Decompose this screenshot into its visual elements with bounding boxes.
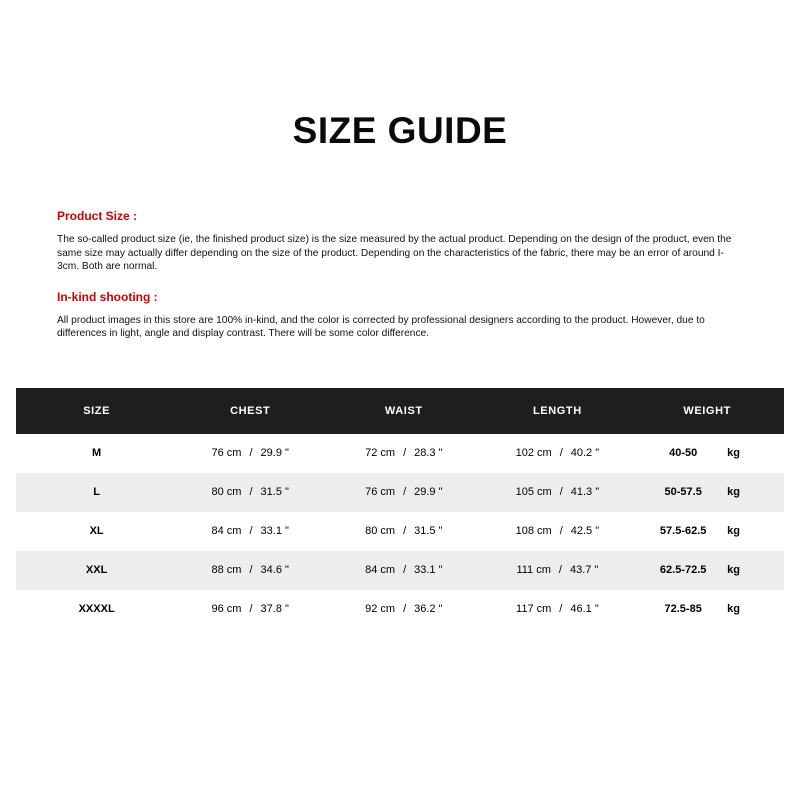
weight-unit: kg	[727, 564, 740, 576]
in-kind-shooting-body: All product images in this store are 100% in-kind, and the color is corrected by professional designers according to the product. However, due to differences in light, angle and display contrast. There will be some color difference.	[57, 314, 705, 339]
chest-inch-value: 34.6 "	[260, 564, 289, 576]
slash-separator: /	[403, 564, 407, 576]
length-cell	[484, 551, 630, 590]
chest-cell	[177, 551, 323, 590]
chest-inch-value: 29.9 "	[260, 447, 289, 459]
waist-inch-value: 28.3 "	[414, 447, 443, 459]
chest-cell	[177, 473, 323, 512]
chest-cm-value: 88 cm	[211, 564, 242, 576]
length-cm-value: 105 cm	[515, 486, 552, 498]
slash-separator: /	[558, 564, 562, 576]
weight-value: 72.5-85	[664, 603, 702, 615]
chest-inch-value: 31.5 "	[260, 486, 289, 498]
slash-separator: /	[403, 525, 407, 537]
waist-cell	[323, 551, 484, 590]
length-inch-value: 40.2 "	[570, 447, 600, 459]
weight-cell	[630, 512, 784, 551]
table-row-l	[16, 473, 784, 512]
product-size-body: The so-called product size (ie, the finished product size) is the size measured by the actual product. Depending on the design of the product, even the same size may actually differ depending on the size of the product. Depending on the characteristics of the fabric, there may be an error of around I-3cm. Both are normal.	[57, 234, 732, 272]
slash-separator: /	[559, 525, 563, 537]
chest-inch-value: 37.8 "	[260, 603, 289, 615]
page-title: SIZE GUIDE	[292, 110, 508, 151]
waist-cm-value: 84 cm	[365, 564, 396, 576]
description-section	[57, 209, 745, 341]
in-kind-shooting-heading: In-kind shooting :	[57, 289, 158, 304]
header-cell-weight: WEIGHT	[630, 388, 784, 434]
length-inch-value: 41.3 "	[570, 486, 600, 498]
weight-value: 50-57.5	[664, 486, 702, 498]
length-cell	[484, 590, 630, 629]
length-cm-value: 108 cm	[515, 525, 552, 537]
table-header-row	[16, 388, 784, 434]
weight-cell	[630, 473, 784, 512]
length-inch-value: 46.1 "	[570, 603, 599, 615]
weight-cell	[630, 551, 784, 590]
chest-cell	[177, 512, 323, 551]
header-cell-size: SIZE	[16, 388, 177, 434]
weight-value: 62.5-72.5	[659, 564, 707, 576]
size-cell: M	[92, 447, 102, 459]
table-row-xl	[16, 512, 784, 551]
table-row-xxl	[16, 551, 784, 590]
chest-cm-value: 80 cm	[211, 486, 242, 498]
slash-separator: /	[559, 447, 563, 459]
weight-unit: kg	[727, 603, 740, 615]
size-cell: XXL	[85, 564, 108, 576]
waist-cm-value: 76 cm	[365, 486, 396, 498]
size-table	[16, 388, 784, 629]
chest-cell	[177, 590, 323, 629]
slash-separator: /	[249, 486, 253, 498]
weight-cell	[630, 590, 784, 629]
slash-separator: /	[559, 486, 563, 498]
weight-value: 57.5-62.5	[659, 525, 707, 537]
waist-cm-value: 72 cm	[365, 447, 396, 459]
header-cell-length: LENGTH	[484, 388, 630, 434]
weight-value: 40-50	[669, 447, 698, 459]
length-cell	[484, 512, 630, 551]
waist-cm-value: 92 cm	[365, 603, 396, 615]
waist-cell	[323, 473, 484, 512]
waist-cell	[323, 434, 484, 473]
size-cell: XL	[89, 525, 104, 537]
header-cell-chest: CHEST	[177, 388, 323, 434]
table-row-xxxxl	[16, 590, 784, 629]
slash-separator: /	[249, 564, 253, 576]
length-cell	[484, 473, 630, 512]
length-cm-value: 102 cm	[515, 447, 552, 459]
chest-cm-value: 96 cm	[211, 603, 242, 615]
chest-cm-value: 76 cm	[211, 447, 242, 459]
length-cm-value: 117 cm	[516, 603, 552, 615]
slash-separator: /	[559, 603, 563, 615]
weight-unit: kg	[727, 486, 740, 498]
waist-inch-value: 33.1 "	[414, 564, 443, 576]
slash-separator: /	[249, 447, 253, 459]
waist-inch-value: 31.5 "	[414, 525, 443, 537]
slash-separator: /	[249, 525, 253, 537]
slash-separator: /	[403, 603, 407, 615]
waist-inch-value: 29.9 "	[414, 486, 443, 498]
length-inch-value: 43.7 "	[569, 564, 599, 576]
waist-inch-value: 36.2 "	[414, 603, 443, 615]
slash-separator: /	[403, 447, 407, 459]
table-row-m	[16, 434, 784, 473]
slash-separator: /	[403, 486, 407, 498]
chest-inch-value: 33.1 "	[260, 525, 289, 537]
length-cell	[484, 434, 630, 473]
size-cell: XXXXL	[78, 603, 115, 615]
weight-cell	[630, 434, 784, 473]
slash-separator: /	[249, 603, 253, 615]
product-size-heading: Product Size :	[57, 209, 138, 223]
header-cell-waist: WAIST	[323, 388, 484, 434]
waist-cell	[323, 590, 484, 629]
waist-cell	[323, 512, 484, 551]
length-cm-value: 111 cm	[516, 564, 551, 576]
weight-unit: kg	[727, 447, 740, 459]
chest-cm-value: 84 cm	[211, 525, 242, 537]
waist-cm-value: 80 cm	[365, 525, 396, 537]
chest-cell	[177, 434, 323, 473]
length-inch-value: 42.5 "	[570, 525, 600, 537]
size-cell: L	[93, 486, 100, 498]
weight-unit: kg	[727, 525, 740, 537]
